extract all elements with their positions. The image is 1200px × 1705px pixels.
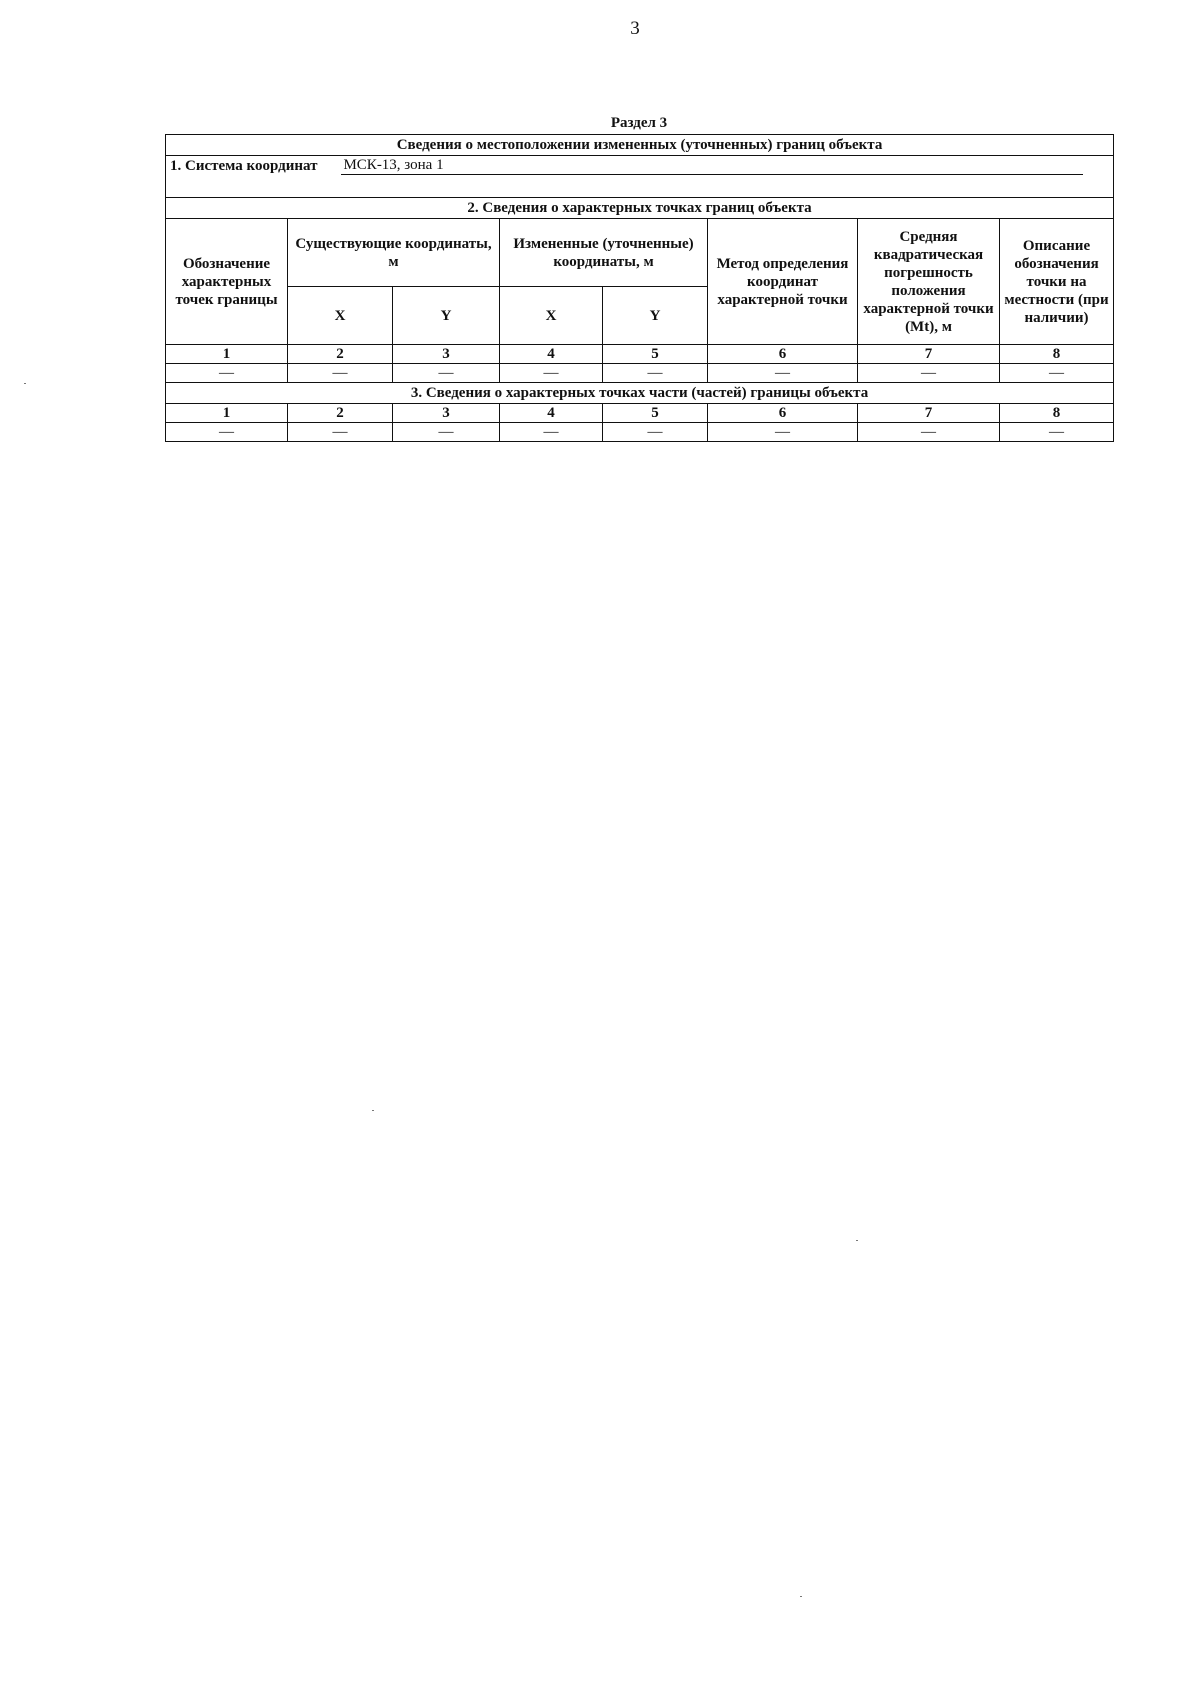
column-number: 1	[166, 345, 288, 364]
column-number: 7	[858, 345, 1000, 364]
points-row	[166, 364, 1114, 383]
column-number: 7	[858, 404, 1000, 423]
table-cell: —	[858, 364, 1000, 383]
header-changed-coords: Измененные (уточненные) координаты, м	[500, 219, 708, 287]
section-title: Раздел 3	[610, 115, 668, 131]
header-existing-x: X	[288, 287, 393, 345]
coord-system-value: МСК-13, зона 1	[341, 156, 1083, 175]
parts-section-title: 3. Сведения о характерных точках части (частей) границы объекта	[166, 383, 1114, 404]
column-number: 6	[708, 345, 858, 364]
column-number: 4	[500, 404, 603, 423]
table-cell: —	[708, 423, 858, 442]
table-cell: —	[166, 423, 288, 442]
column-number: 3	[393, 345, 500, 364]
header-changed-y: Y	[603, 287, 708, 345]
column-number: 3	[393, 404, 500, 423]
table-cell: —	[603, 423, 708, 442]
header-error: Средняя квадратическая погрешность положения характерной точки (Mt), м	[858, 219, 1000, 345]
table-cell: —	[288, 364, 393, 383]
page-number: 3	[630, 18, 640, 39]
boundary-table	[165, 134, 1114, 442]
table-cell: —	[288, 423, 393, 442]
table-cell: —	[166, 364, 288, 383]
column-number: 2	[288, 404, 393, 423]
spacer-row	[166, 175, 1114, 198]
column-number: 1	[166, 404, 288, 423]
coord-system-row	[166, 156, 1114, 176]
header-existing-coords: Существующие координаты, м	[288, 219, 500, 287]
table-cell: —	[500, 364, 603, 383]
scan-speck	[800, 1596, 802, 1597]
table-cell: —	[1000, 423, 1114, 442]
table-title: Сведения о местоположении измененных (уточненных) границ объекта	[166, 135, 1114, 156]
header-description: Описание обозначения точки на местности (при наличии)	[1000, 219, 1114, 345]
table-cell: —	[500, 423, 603, 442]
column-number: 8	[1000, 404, 1114, 423]
scan-speck	[372, 1110, 374, 1111]
header-designation: Обозначение характерных точек границы	[166, 219, 288, 345]
column-number: 4	[500, 345, 603, 364]
table-cell: —	[393, 423, 500, 442]
column-number: 2	[288, 345, 393, 364]
table-cell: —	[393, 364, 500, 383]
table-cell: —	[708, 364, 858, 383]
table-cell: —	[858, 423, 1000, 442]
table-cell: —	[603, 364, 708, 383]
scan-speck	[856, 1240, 858, 1241]
points-section-title: 2. Сведения о характерных точках границ объекта	[166, 198, 1114, 219]
scan-speck	[24, 383, 26, 384]
coord-system-label: 1. Система координат	[170, 158, 318, 174]
column-number: 6	[708, 404, 858, 423]
column-number: 8	[1000, 345, 1114, 364]
header-existing-y: Y	[393, 287, 500, 345]
parts-row	[166, 423, 1114, 442]
table-cell: —	[1000, 364, 1114, 383]
column-number: 5	[603, 345, 708, 364]
column-number: 5	[603, 404, 708, 423]
header-changed-x: X	[500, 287, 603, 345]
header-method: Метод определения координат характерной точки	[708, 219, 858, 345]
